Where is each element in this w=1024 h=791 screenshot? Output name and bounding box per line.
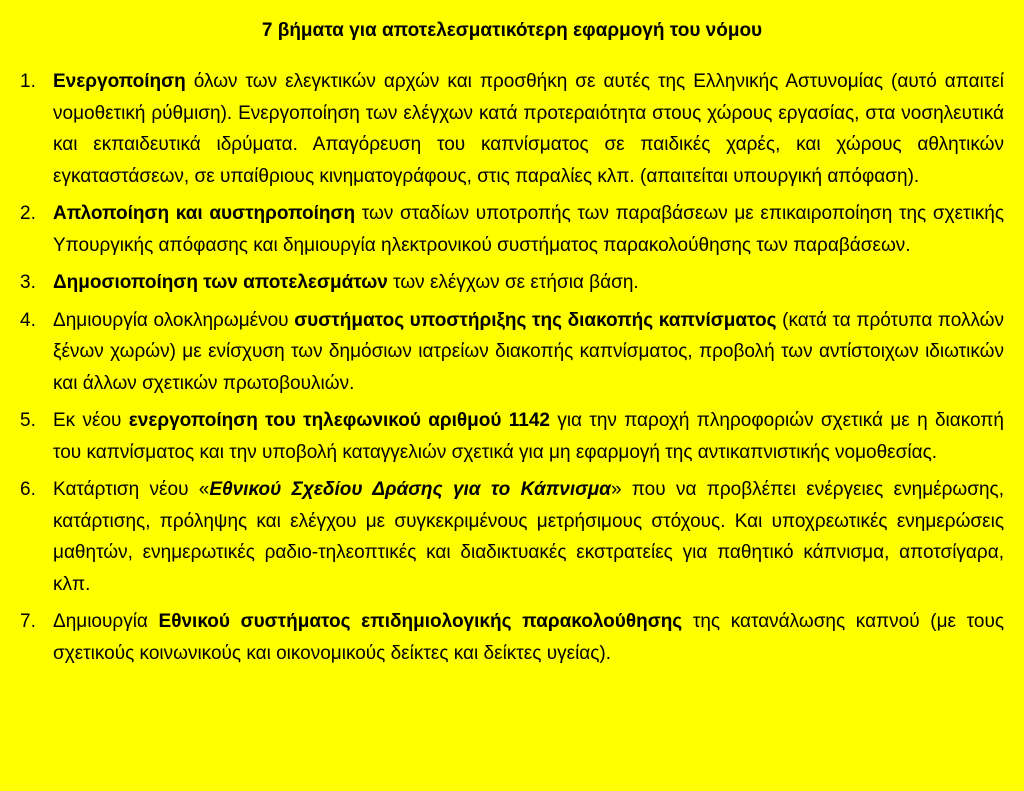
step-number: 1. xyxy=(20,71,36,92)
step-number: 7. xyxy=(20,611,36,632)
step-number: 6. xyxy=(20,479,36,500)
step-text: (κατά τα πρότυπα πολλών ξένων χωρών) με ενίσχυση των δημόσιων ιατρείων διακοπής καπνίσματος, προβολή των αντίστοιχων ιδιωτικών και άλλων σχετικών πρωτοβουλιών. xyxy=(53,309,1004,394)
step-text-bold: ενεργοποίηση του τηλεφωνικού αριθμού 1142 xyxy=(128,410,550,431)
step-number: 4. xyxy=(20,309,36,331)
list-item xyxy=(20,606,1004,669)
steps-list xyxy=(20,66,1004,669)
step-text: της κατανάλωσης καπνού (με τους σχετικούς κοινωνικούς και οικονομικούς δείκτες και δείκτες υγείας). xyxy=(53,611,1004,664)
step-text: των ελέγχων σε ετήσια βάση. xyxy=(387,272,639,293)
step-text: Εκ νέου xyxy=(53,410,129,431)
step-text: Δημιουργία xyxy=(53,611,159,632)
step-text-bold-italic: Εθνικού Σχεδίου Δράσης για το Κάπνισμα xyxy=(209,479,611,500)
step-text: όλων των ελεγκτικών αρχών και προσθήκη σε αυτές της Ελληνικής Αστυνομίας (αυτό απαιτεί νομοθετική ρύθμιση). Ενεργοποίηση των ελέγχων κατά προτεραιότητα στους χώρους εργασίας, στα νοσηλευτικά και εκπαιδευτικά ιδρύματα. Απαγόρευση του καπνίσματος σε παιδικές χαρές, και χώρους αθλητικών εγκαταστάσεων, σε υπαίθριους κινηματογράφους, στις παραλίες κλπ. (απαιτείται υπουργική απόφαση). xyxy=(53,71,1004,187)
step-text-bold: Απλοποίηση και αυστηροποίηση xyxy=(53,203,356,224)
list-item xyxy=(20,474,1004,600)
step-text: Κατάρτιση νέου « xyxy=(53,479,210,500)
list-item xyxy=(20,198,1004,261)
list-item xyxy=(20,267,1004,299)
step-text: για την παροχή πληροφοριών σχετικά με η διακοπή του καπνίσματος και την υποβολή καταγγελιών σχετικά για μη εφαρμογή της αντικαπνιστικής νομοθεσίας. xyxy=(53,410,1004,463)
list-item xyxy=(20,66,1004,192)
step-text: » που να προβλέπει ενέργειες ενημέρωσης, κατάρτισης, πρόληψης και ελέγχου με συγκεκριμένους μετρήσιμους στόχους. Και υποχρεωτικές ενημερώσεις μαθητών, ενημερωτικές ραδιο-τηλεοπτικές και διαδικτυακές εκστρατείες για παθητικό κάπνισμα, αποτσίγαρα, κλπ. xyxy=(53,479,1004,595)
document-title: 7 βήματα για αποτελεσματικότερη εφαρμογή του νόμου xyxy=(261,20,763,41)
step-text-bold: συστήματος υποστήριξης της διακοπής καπνίσματος xyxy=(294,309,777,331)
step-text: των σταδίων υποτροπής των παραβάσεων με επικαιροποίηση της σχετικής Υπουργικής απόφασης και δημιουργία ηλεκτρονικού συστήματος παρακολούθησης των παραβάσεων. xyxy=(53,203,1004,256)
step-number: 3. xyxy=(20,272,36,293)
step-number: 2. xyxy=(20,203,36,224)
step-number: 5. xyxy=(20,410,36,431)
step-text-bold: Ενεργοποίηση xyxy=(53,71,186,92)
list-item xyxy=(20,405,1004,468)
step-text-bold: Δημοσιοποίηση των αποτελεσμάτων xyxy=(53,272,388,293)
step-text-bold: Εθνικού συστήματος επιδημιολογικής παρακολούθησης xyxy=(158,611,683,632)
step-text: Δημιουργία ολοκληρωμένου xyxy=(53,309,295,331)
list-item xyxy=(20,305,1004,400)
